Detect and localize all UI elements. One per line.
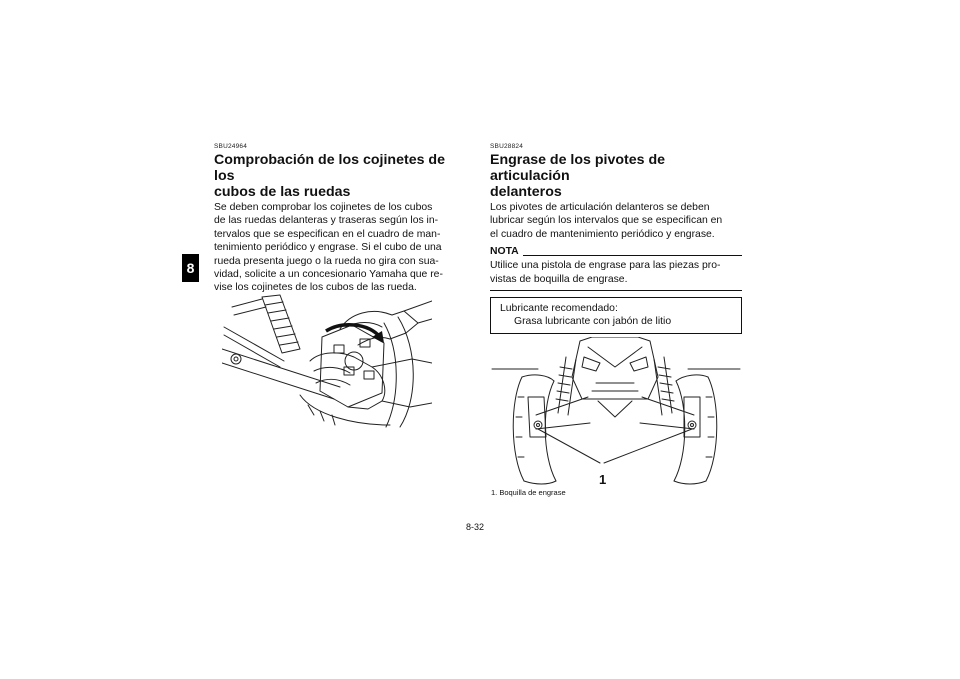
left-column: [214, 143, 466, 295]
figure-caption: 1. Boquilla de engrase: [491, 488, 566, 497]
note-end-divider: [490, 290, 742, 291]
section-body: Se deben comprobar los cojinetes de los cubos de las ruedas delanteras y traseras según los in- tervalos que se especifican en el cuadro de man- tenimiento periódico y engrase. Si el cubo de una rueda presenta juego o la rueda no gira con sua- vidad, solicite a un concesionario Yamaha que re- vise los cojinetes de los cubos de las rueda.: [214, 202, 443, 294]
lubricant-label: Lubricante recomendado:: [500, 303, 618, 315]
note-header: [490, 246, 742, 258]
note-label: NOTA: [490, 246, 519, 258]
callout-number: 1: [599, 472, 607, 487]
section-code: SBU28824: [490, 143, 524, 150]
chapter-tab: 8: [182, 254, 199, 282]
lubricant-value: Grasa lubricante con jabón de litio: [514, 316, 672, 328]
section-code: SBU24964: [214, 143, 248, 150]
note-divider: [523, 255, 742, 256]
section-body: Los pivotes de articulación delanteros se deben lubricar según los intervalos que se especifican en el cuadro de mantenimiento periódico y engrase.: [490, 202, 723, 240]
right-column: [490, 143, 742, 334]
section-title: Comprobación de los cojinetes de los cubos de las ruedas: [214, 152, 445, 200]
wheel-bearing-check-illustration: [222, 287, 432, 429]
recommended-lubricant-box: [490, 297, 742, 334]
front-pivot-grease-illustration: [488, 337, 742, 485]
section-title: Engrase de los pivotes de articulación delanteros: [490, 152, 666, 200]
page-number: 8-32: [466, 522, 485, 532]
note-text: Utilice una pistola de engrase para las piezas pro- vistas de boquilla de engrase.: [490, 260, 721, 285]
